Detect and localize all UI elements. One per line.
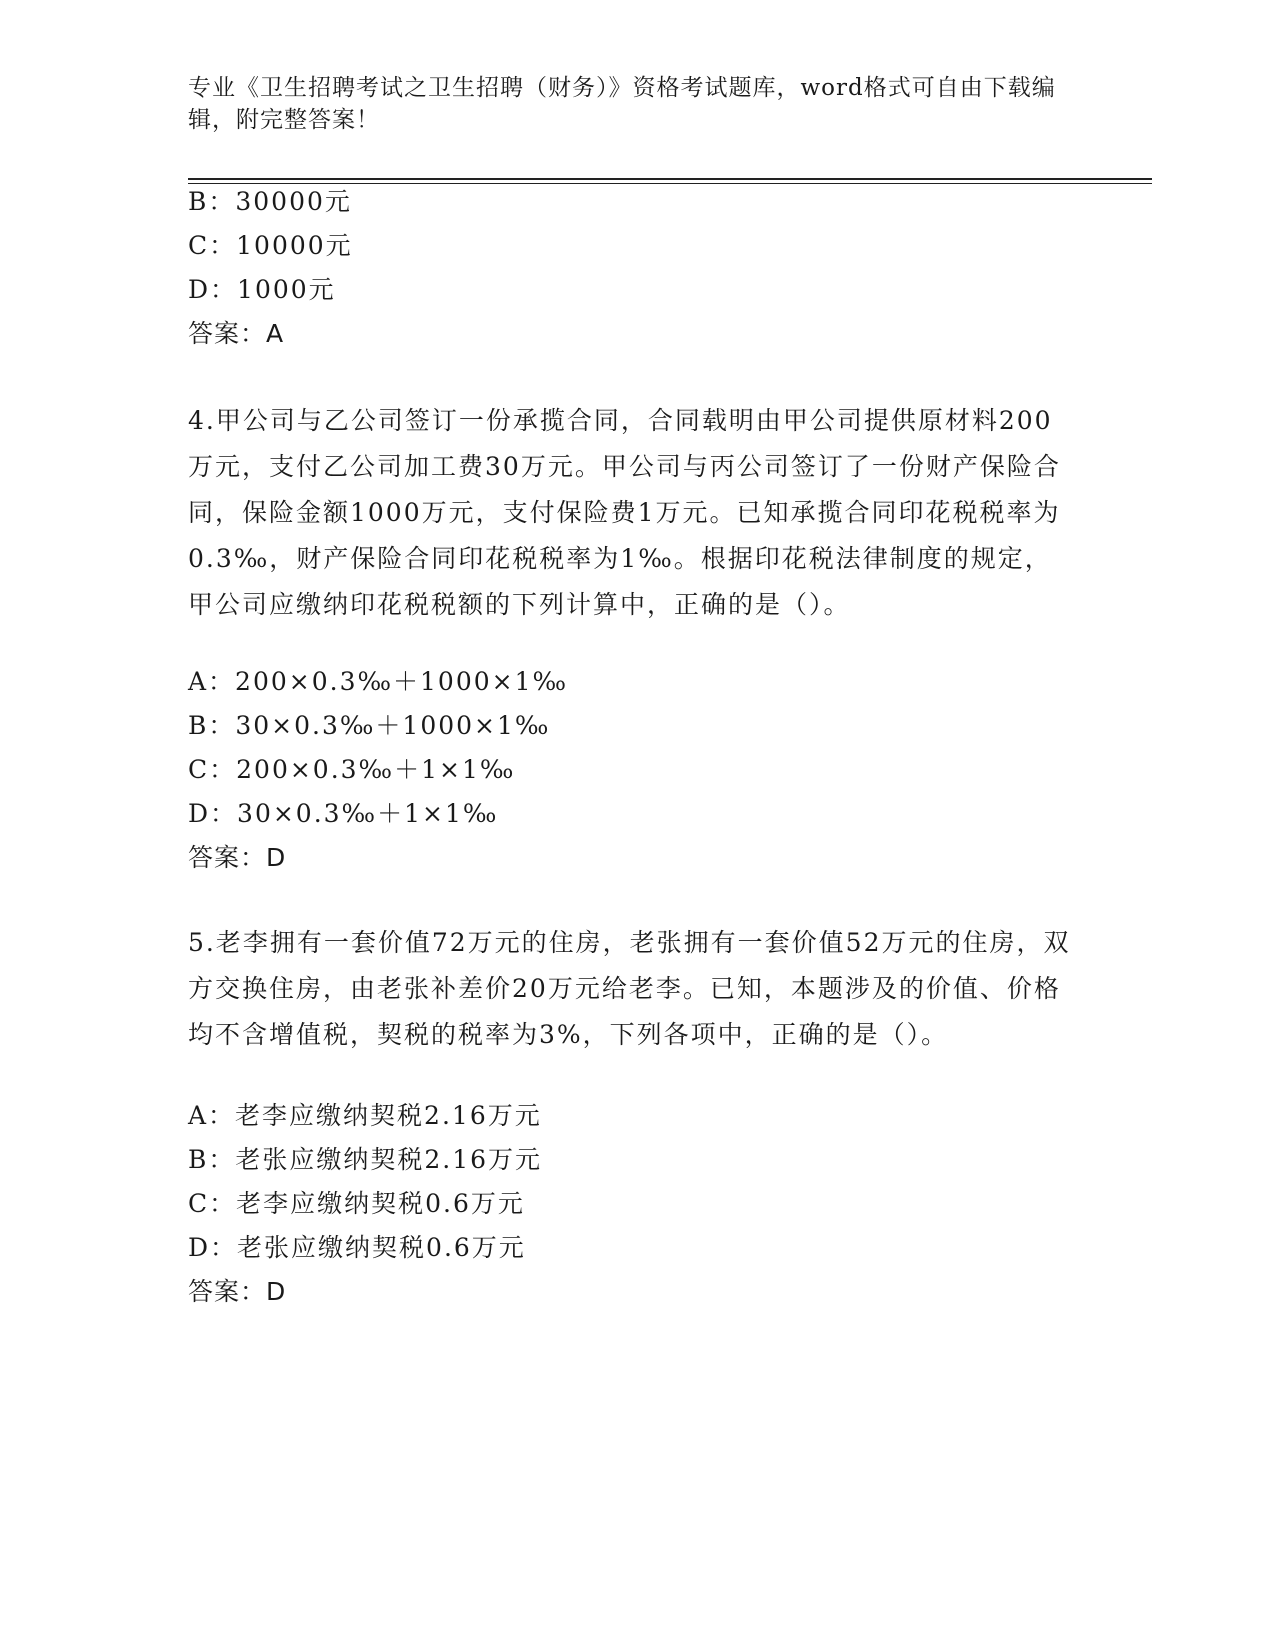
q3-option-d: D：1000元 — [188, 275, 336, 304]
q4-stem: 4.甲公司与乙公司签订一份承揽合同，合同载明由甲公司提供原材料200万元，支付乙公司加工费30万元。甲公司与丙公司签订了一份财产保险合同，保险金额1000万元，支付保险费1万元。已知承揽合同印花税税率为0.3‰，财产保险合同印花税税率为1‰。根据印花税法律制度的规定，甲公司应缴纳印花税税额的下列计算中，正确的是（）。 — [188, 406, 1061, 619]
q5-answer: 答案：D — [188, 1277, 287, 1306]
q4-answer: 答案：D — [188, 843, 287, 872]
q4-option-a: A：200×0.3‰＋1000×1‰ — [188, 667, 569, 696]
q5-option-c: C：老李应缴纳契税0.6万元 — [188, 1189, 525, 1218]
document-header: 专业《卫生招聘考试之卫生招聘（财务）》资格考试题库，word格式可自由下载编辑，附完整答案！ — [188, 75, 1056, 133]
header-rule-thick — [188, 178, 1152, 180]
q5-option-d: D：老张应缴纳契税0.6万元 — [188, 1233, 526, 1262]
q4-option-c: C：200×0.3‰＋1×1‰ — [188, 755, 516, 784]
q4-option-b: B：30×0.3‰＋1000×1‰ — [188, 711, 551, 740]
header-rule-thin — [188, 183, 1152, 184]
q3-answer: 答案：A — [188, 319, 285, 348]
q3-option-c: C：10000元 — [188, 231, 353, 260]
q4-option-d: D：30×0.3‰＋1×1‰ — [188, 799, 499, 828]
q3-option-b: B：30000元 — [188, 187, 352, 216]
q5-option-b: B：老张应缴纳契税2.16万元 — [188, 1145, 543, 1174]
q5-option-a: A：老李应缴纳契税2.16万元 — [188, 1101, 542, 1130]
q5-stem: 5.老李拥有一套价值72万元的住房，老张拥有一套价值52万元的住房，双方交换住房，由老张补差价20万元给老李。已知，本题涉及的价值、价格均不含增值税，契税的税率为3%，下列各项中，正确的是（）。 — [188, 928, 1071, 1049]
